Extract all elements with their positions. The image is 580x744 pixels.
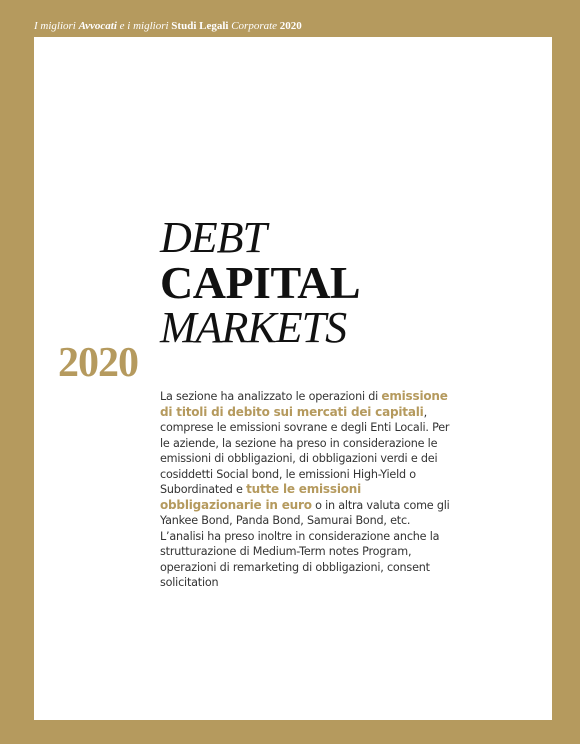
body-text-2: , comprese le emissioni sovrane e degli Enti Locali. Per le aziende, la sezione ha preso in considerazione le emissioni di obbligazioni, di obbligazioni verdi e dei cosiddetti Social bond, le emissioni High-Yield o Subordinated e [160, 405, 450, 496]
body-highlight-1: emissione di titoli di debito sui mercati dei capitali [160, 389, 448, 419]
body-text-3: o in altra valuta come gli Yankee Bond, Panda Bond, Samurai Bond, etc. L’analisi ha preso inoltre in considerazione anche la strutturazione di Medium-Term notes Program, operazioni di remarketing di obbligazioni, consent solicitation [160, 498, 450, 589]
body-highlight-2: tutte le emissioni obbligazionarie in euro [160, 482, 362, 512]
section-year: 2020 [58, 340, 138, 386]
body-text-1: La sezione ha analizzato le operazioni di [160, 390, 382, 403]
header-text-3: e i migliori [116, 20, 172, 32]
header-text-1: I migliori [34, 20, 79, 32]
page-panel [34, 37, 552, 720]
header-text-4: Studi Legali [171, 20, 229, 32]
title-line-markets: MARKETS [160, 303, 347, 352]
header-text-6: 2020 [279, 20, 302, 32]
title-line-capital: CAPITAL [160, 257, 361, 308]
title-line-debt: DEBT [160, 213, 266, 262]
header-text-5: Corporate [228, 20, 280, 32]
running-header [34, 20, 302, 32]
header-text-2: Avvocati [78, 20, 117, 32]
section-title [160, 215, 360, 350]
section-description [160, 389, 450, 591]
